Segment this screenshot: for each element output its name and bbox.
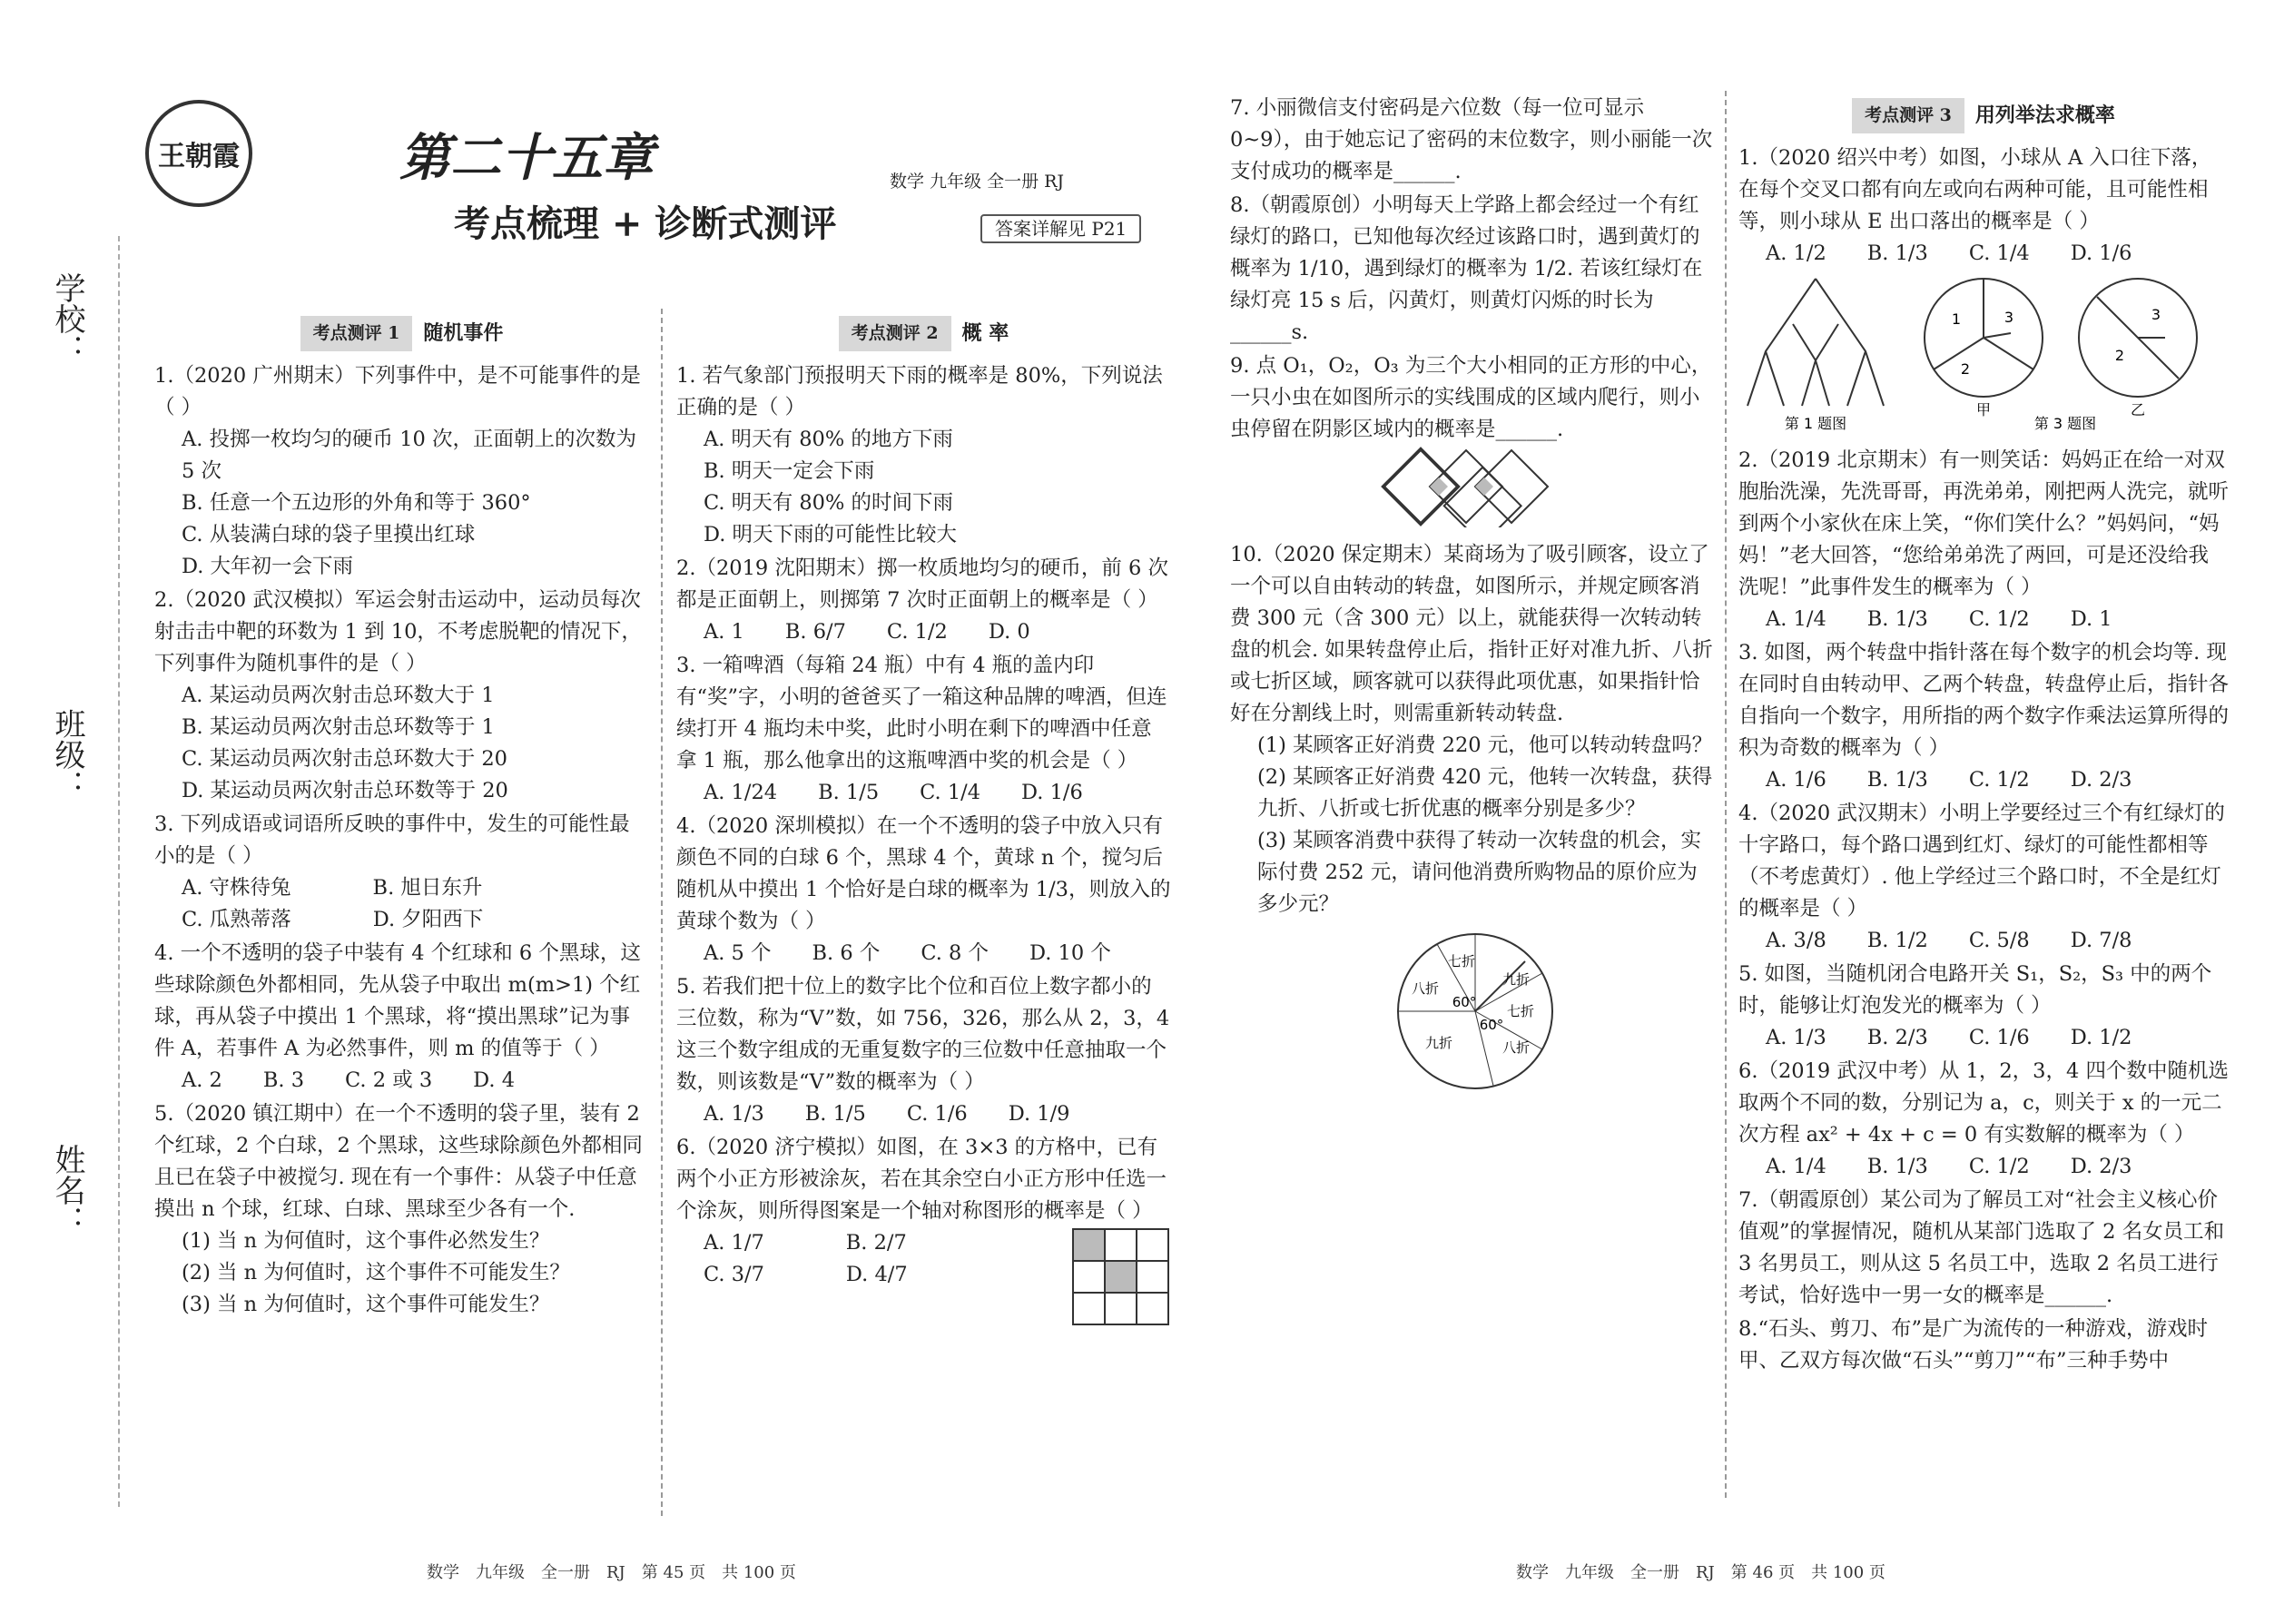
option: C. 从装满白球的袋子里摸出红球 [182, 523, 476, 546]
question-text: 1.（2020 广州期末）下列事件中，是不可能事件的是（ ） [154, 364, 641, 419]
spinner-number: 3 [2004, 309, 2014, 326]
section-tag: 考点测评 2 [839, 316, 951, 351]
footer-right: 数学 九年级 全一册 RJ 第 46 页 共 100 页 [1516, 1563, 1885, 1582]
angle-label: 60° [1479, 1017, 1504, 1033]
question-text: 7.（朝霞原创）某公司为了解员工对“社会主义核心价值观”的掌握情况，随机从某部门选取了 2 名女员工和 3 名男员工，则从这 5 名员工中，选取 2 名员工进行考试，恰好选中一男一女的概率是______. [1738, 1188, 2225, 1307]
publisher-logo: 王朝霞 [145, 100, 252, 207]
section-title: 概 率 [961, 321, 1009, 345]
option: A. 1/4 B. 1/3 C. 1/2 D. 1 [1766, 607, 2112, 631]
spinner-label: 乙 [2130, 401, 2146, 418]
school-label: 学校： [49, 272, 85, 365]
option: A. 某运动员两次射击总环数大于 1 [182, 684, 495, 707]
option: B. 某运动员两次射击总环数等于 1 [182, 715, 495, 739]
sub-question: (2) 某顾客正好消费 420 元，他转一次转盘，获得九折、八折或七折优惠的概率分别是多少？ [1257, 765, 1713, 821]
question-text: 5. 如图，当随机闭合电路开关 S₁，S₂，S₃ 中的两个时，能够让灯泡发光的概率为（ ） [1738, 962, 2212, 1018]
wheel-label: 七折 [1447, 953, 1476, 969]
question-text: 5. 若我们把十位上的数字比个位和百位上数字都小的三位数，称为“V”数，如 756，326，那么从 2，3，4 这三个数字组成的无重复数字的三位数中任意抽取一个数，则该数是“V”数的概率为（ ） [676, 975, 1170, 1094]
section-title: 用列举法求概率 [1974, 103, 2115, 127]
spinner-number: 3 [2151, 306, 2161, 323]
answer-ref: 答案详解见 P21 [980, 214, 1141, 243]
book-meta: 数学 九年级 全一册 RJ [890, 172, 1065, 192]
question-text: 3. 一箱啤酒（每箱 24 瓶）中有 4 瓶的盖内印有“奖”字，小明的爸爸买了一箱这种品牌的啤酒，但连续打开 4 瓶均未中奖，此时小明在剩下的啤酒中任意拿 1 瓶，那么他拿出的这瓶啤酒中奖的机会是（ ） [676, 654, 1167, 773]
option: B. 明天一定会下雨 [704, 459, 875, 483]
question-text: 1. 若气象部门预报明天下雨的概率是 80%，下列说法正确的是（ ） [676, 364, 1163, 419]
question-text: 2.（2019 沈阳期末）掷一枚质地均匀的硬币，前 6 次都是正面朝上，则掷第 7 次时正面朝上的概率是（ ） [676, 556, 1169, 612]
option: A. 2 B. 3 C. 2 或 3 D. 4 [182, 1068, 516, 1092]
sub-question: (3) 当 n 为何值时，这个事件可能发生？ [182, 1293, 550, 1316]
chapter-title: 第二十五章 [399, 129, 654, 188]
option: D. 某运动员两次射击总环数等于 20 [182, 779, 508, 802]
discount-wheel [1230, 920, 1716, 1102]
class-label: 班级： [49, 708, 85, 801]
grid-figure [1071, 1227, 1171, 1327]
section-tag: 考点测评 3 [1852, 98, 1964, 133]
option: A. 3/8 B. 1/2 C. 5/8 D. 7/8 [1766, 929, 2132, 952]
wheel-label: 九折 [1501, 971, 1531, 988]
section-tag: 考点测评 1 [300, 316, 413, 351]
option: A. 1/7 B. 2/7 [704, 1231, 907, 1255]
question-text: 6.（2020 济宁模拟）如图，在 3×3 的方格中，已有两个小正方形被涂灰，若在其余空白小正方形中任选一个涂灰，则所得图案是一个轴对称图形的概率是（ ） [676, 1136, 1167, 1223]
option: A. 守株待兔 B. 旭日东升 [182, 876, 483, 900]
name-label: 姓名： [49, 1144, 85, 1236]
column-2 [676, 309, 1171, 1327]
q1-q3-figures [1738, 270, 2229, 433]
q6-options [676, 1227, 1171, 1327]
footer-left: 数学 九年级 全一册 RJ 第 45 页 共 100 页 [427, 1563, 796, 1582]
angle-label: 60° [1452, 994, 1477, 1010]
option: A. 1/6 B. 1/3 C. 1/2 D. 2/3 [1766, 768, 2132, 792]
option: A. 1/3 B. 1/5 C. 1/6 D. 1/9 [704, 1102, 1070, 1126]
option: C. 3/7 D. 4/7 [704, 1263, 908, 1286]
binding-line [118, 236, 120, 1507]
question-text: 8.“石头、剪刀、布”是广为流传的一种游戏，游戏时甲、乙双方每次做“石头”“剪刀”“布”三种手势中 [1738, 1317, 2208, 1373]
question-text: 6.（2019 武汉中考）从 1，2，3，4 四个数中随机选取两个不同的数，分别记为 a，c，则关于 x 的一元二次方程 ax² + 4x + c = 0 有实数解的概率为（ ） [1738, 1059, 2229, 1147]
section-header-2 [676, 316, 1171, 351]
spinner-number: 2 [1960, 360, 1971, 378]
column-divider [661, 309, 663, 1516]
figure-caption: 第 3 题图 [2033, 415, 2097, 432]
question-text: 5.（2020 镇江期中）在一个不透明的袋子里，装有 2 个红球，2 个白球，2 个黑球，这些球除颜色外都相同且已在袋子中被搅匀. 现在有一个事件：从袋子中任意摸出 n 个球，红球、白球、黑球至少各有一个. [154, 1102, 643, 1221]
figure-caption: 第 1 题图 [1784, 415, 1847, 432]
question-text: 1.（2020 绍兴中考）如图，小球从 A 入口往下落，在每个交叉口都有向左或向右两种可能，且可能性相等，则小球从 E 出口落出的概率是（ ） [1738, 146, 2212, 233]
wheel-label: 九折 [1424, 1035, 1453, 1051]
question-text: 8.（朝霞原创）小明每天上学路上都会经过一个有红绿灯的路口，已知他每次经过该路口时，遇到黄灯的概率为 1/10，遇到绿灯的概率为 1/2. 若该红绿灯在绿灯亮 15 s 后，闪黄灯，则黄灯闪烁的时长为______s. [1230, 193, 1703, 344]
question-text: 10.（2020 保定期末）某商场为了吸引顾客，设立了一个可以自由转动的转盘，如图所示，并规定顾客消费 300 元（含 300 元）以上，就能获得一次转动转盘的机会. 如果转盘停止后，指针正好对准九折、八折或七折区域，顾客就可以获得此项优惠，如果指针恰好在分割线上时，则需重新转动转盘. [1230, 543, 1713, 725]
question-text: 7. 小丽微信支付密码是六位数（每一位可显示 0~9），由于她忘记了密码的末位数字，则小丽能一次支付成功的概率是______. [1230, 96, 1713, 183]
wheel-label: 七折 [1506, 1003, 1535, 1019]
column-divider [1725, 91, 1727, 1498]
spinner-label: 甲 [1975, 401, 1992, 418]
option: B. 任意一个五边形的外角和等于 360° [182, 491, 531, 515]
option: A. 1/2 B. 1/3 C. 1/4 D. 1/6 [1766, 241, 2132, 265]
section-title: 随机事件 [423, 321, 504, 345]
spinner-number: 2 [2114, 347, 2125, 364]
column-4 [1738, 91, 2229, 1377]
option: A. 1/4 B. 1/3 C. 1/2 D. 2/3 [1766, 1155, 2132, 1178]
sub-question: (1) 某顾客正好消费 220 元，他可以转动转盘吗？ [1257, 733, 1713, 757]
sub-question: (2) 当 n 为何值时，这个事件不可能发生？ [182, 1261, 570, 1284]
answer-ref-box [980, 214, 1141, 241]
section-header-3 [1738, 98, 2229, 133]
sub-question: (1) 当 n 为何值时，这个事件必然发生？ [182, 1229, 550, 1253]
option: C. 某运动员两次射击总环数大于 20 [182, 747, 508, 771]
option: C. 瓜熟蒂落 D. 夕阳西下 [182, 908, 484, 931]
question-text: 3. 下列成语或词语所反映的事件中，发生的可能性最小的是（ ） [154, 812, 630, 868]
sub-question: (3) 某顾客消费中获得了转动一次转盘的机会，实际付费 252 元，请问他消费所购物品的原价应为多少元？ [1257, 829, 1702, 916]
squares-figure [1230, 446, 1716, 527]
option: A. 明天有 80% 的地方下雨 [704, 428, 953, 451]
wheel-label: 八折 [1501, 1039, 1531, 1056]
option: A. 1/3 B. 2/3 C. 1/6 D. 1/2 [1766, 1026, 2132, 1049]
chapter-subtitle: 考点梳理 + 诊断式测评 [454, 202, 837, 245]
section-header-1 [154, 316, 649, 351]
option: A. 1 B. 6/7 C. 1/2 D. 0 [704, 620, 1030, 644]
question-text: 4. 一个不透明的袋子中装有 4 个红球和 6 个黑球，这些球除颜色外都相同，先从袋子中取出 m(m>1) 个红球，再从袋子中摸出 1 个黑球，将“摸出黑球”记为事件 A，若事件 A 为必然事件，则 m 的值等于（ ） [154, 941, 641, 1060]
question-text: 3. 如图，两个转盘中指针落在每个数字的机会均等. 现在同时自由转动甲、乙两个转盘，转盘停止后，指针各自指向一个数字，用所指的两个数字作乘法运算所得的积为奇数的概率为（ ） [1738, 641, 2230, 760]
question-text: 9. 点 O₁，O₂，O₃ 为三个大小相同的正方形的中心，一只小虫在如图所示的实线围成的区域内爬行，则小虫停留在阴影区域内的概率是______. [1230, 354, 1712, 441]
question-text: 2.（2019 北京期末）有一则笑话：妈妈正在给一对双胞胎洗澡，先洗哥哥，再洗弟弟，刚把两人洗完，就听到两个小家伙在床上笑，“你们笑什么？”妈妈问，“妈妈！”老大回答，“您给弟弟洗了两回，可是还没给我洗呢！”此事件发生的概率为（ ） [1738, 448, 2230, 599]
option: A. 投掷一枚均匀的硬币 10 次，正面朝上的次数为 5 次 [182, 428, 636, 483]
wheel-label: 八折 [1411, 980, 1440, 997]
question-text: 4.（2020 武汉期末）小明上学要经过三个有红绿灯的十字路口，每个路口遇到红灯、绿灯的可能性都相等（不考虑黄灯）. 他上学经过三个路口时，不全是红灯的概率是（ ） [1738, 802, 2225, 920]
option: C. 明天有 80% 的时间下雨 [704, 491, 954, 515]
option: A. 5 个 B. 6 个 C. 8 个 D. 10 个 [704, 941, 1111, 965]
option: A. 1/24 B. 1/5 C. 1/4 D. 1/6 [704, 781, 1083, 804]
column-3 [1230, 91, 1716, 1112]
option: D. 明天下雨的可能性比较大 [704, 523, 958, 546]
question-text: 4.（2020 深圳模拟）在一个不透明的袋子中放入只有颜色不同的白球 6 个，黑球 4 个，黄球 n 个，搅匀后随机从中摸出 1 个恰好是白球的概率为 1/3，则放入的黄球个数为（ ） [676, 814, 1171, 933]
spinner-number: 1 [1951, 310, 1962, 328]
question-text: 2.（2020 武汉模拟）军运会射击运动中，运动员每次射击击中靶的环数为 1 到 10，不考虑脱靶的情况下，下列事件为随机事件的是（ ） [154, 588, 642, 675]
option: D. 大年初一会下雨 [182, 555, 354, 578]
column-1 [154, 309, 649, 1321]
